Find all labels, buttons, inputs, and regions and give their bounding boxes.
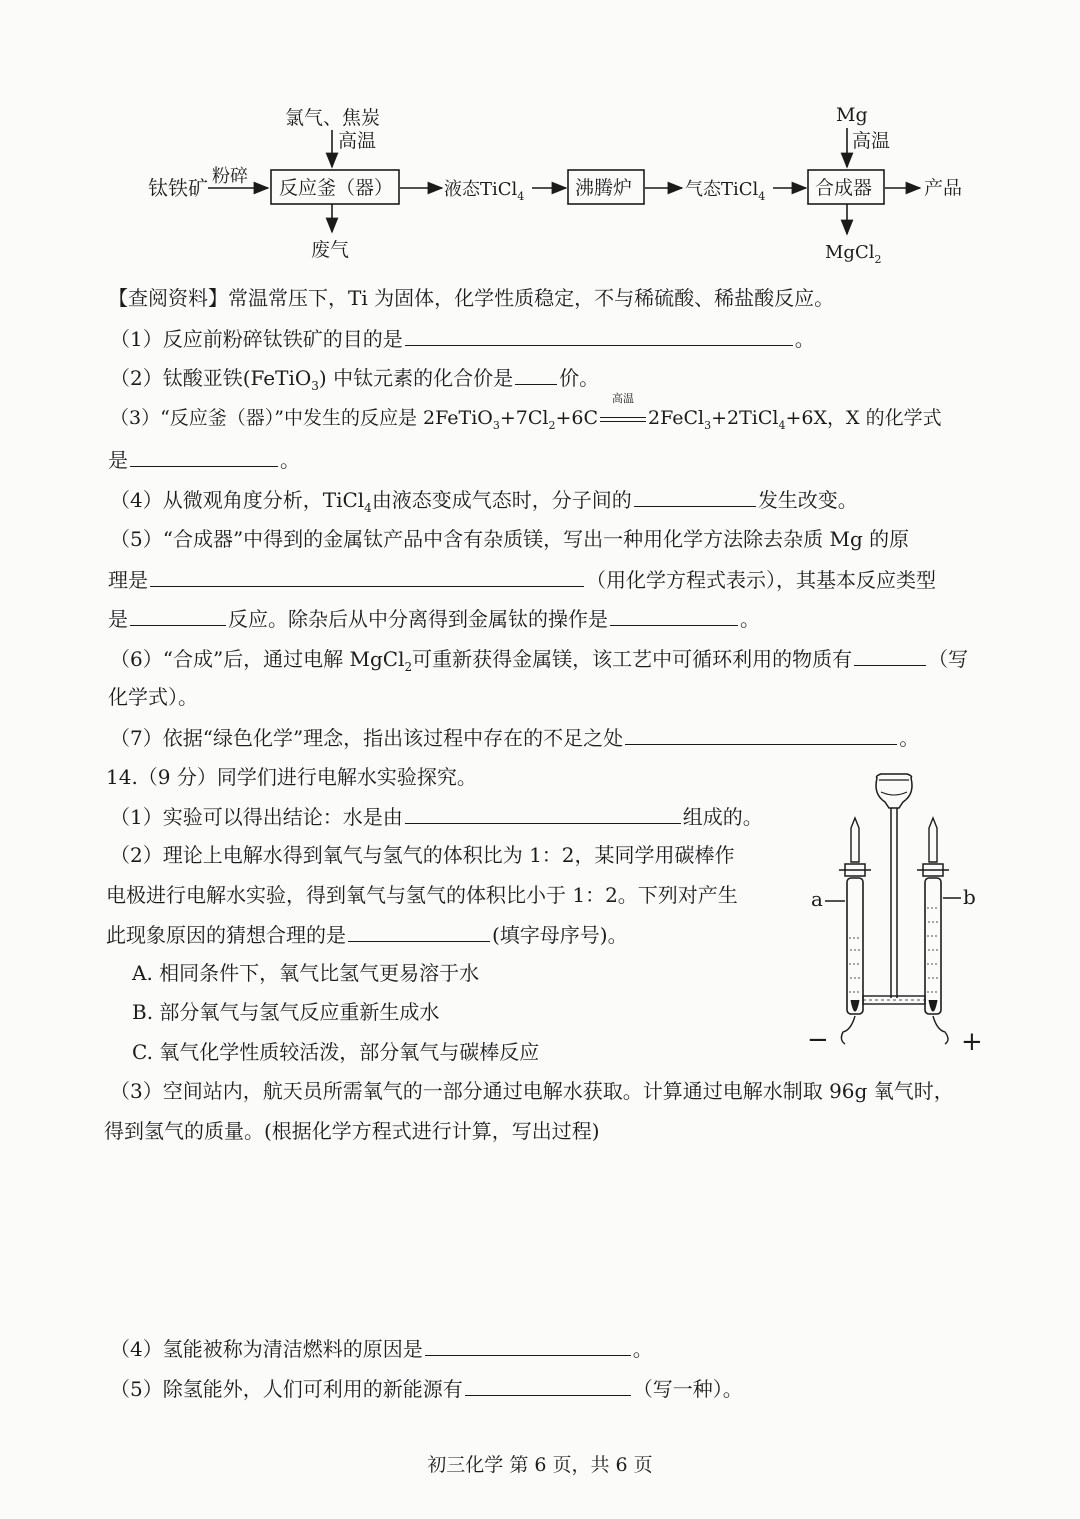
fc-crush: 粉碎 — [212, 166, 248, 187]
q13-3-cont: 是 。 — [108, 444, 300, 475]
fc-synth: 合成器 — [815, 177, 873, 199]
q14-4: （4）氢能被称为清洁燃料的原因是 。 — [110, 1333, 653, 1364]
label-b: b — [963, 885, 976, 909]
fc-mgcl: MgCl$_2$ — [825, 242, 882, 266]
q13-5-cont: 理是 （用化学方程式表示），其基本反应类型 — [108, 564, 936, 595]
label-a: a — [811, 887, 823, 911]
fc-liquid: 液态TiCl$_4$ — [444, 179, 525, 203]
q14-1: （1）实验可以得出结论：水是由 组成的。 — [110, 801, 763, 832]
fc-cond2: 高温 — [852, 130, 891, 152]
process-flowchart — [0, 0, 1080, 270]
fc-gas: 气态TiCl$_4$ — [685, 179, 766, 203]
left-tube — [847, 878, 863, 1014]
fc-boiler: 沸腾炉 — [575, 177, 633, 199]
q13-5-cont2: 是 反应。除杂后从中分离得到金属钛的操作是 。 — [108, 603, 760, 634]
funnel-bulb — [876, 774, 912, 808]
answer-blank-13-2[interactable] — [515, 362, 557, 385]
q14-option-c: C. 氧气化学性质较活泼，部分氧气与碳棒反应 — [132, 1040, 540, 1064]
answer-blank-13-1[interactable] — [405, 323, 793, 346]
answer-blank-13-6[interactable] — [854, 643, 926, 666]
fc-product: 产品 — [924, 177, 963, 199]
answer-blank-14-2[interactable] — [348, 919, 490, 942]
q14-3-cont: 得到氢气的质量。(根据化学方程式进行计算，写出过程) — [104, 1119, 600, 1143]
fc-cond1: 高温 — [338, 130, 377, 152]
q13-7: （7）依据“绿色化学”理念，指出该过程中存在的不足之处 。 — [110, 722, 919, 753]
answer-blank-13-4[interactable] — [634, 484, 756, 507]
plus-sign: + — [961, 1027, 983, 1057]
answer-blank-13-7[interactable] — [625, 722, 897, 745]
q13-2: （2）钛酸亚铁(FeTiO$_3$) 中钛元素的化合价是 价。 — [110, 362, 599, 401]
minus-sign: − — [807, 1025, 829, 1055]
q13-6: （6）“合成”后，通过电解 MgCl$_2$可重新获得金属镁，该工艺中可循环利用的物质有 （写 — [110, 643, 968, 682]
reaction-condition: 高温 — [598, 403, 648, 433]
answer-blank-13-3[interactable] — [130, 444, 278, 467]
page-footer: 初三化学 第 6 页，共 6 页 — [427, 1454, 653, 1476]
answer-blank-13-5a[interactable] — [150, 564, 584, 587]
q14-5: （5）除氢能外，人们可利用的新能源有 （写一种）。 — [110, 1373, 743, 1404]
electrolysis-apparatus — [795, 770, 1005, 1070]
fc-mg: Mg — [836, 104, 868, 126]
q13-1: （1）反应前粉碎钛铁矿的目的是 。 — [110, 323, 815, 354]
answer-blank-13-5b[interactable] — [130, 603, 226, 626]
fc-inputs-top: 氯气、焦炭 — [285, 107, 381, 129]
answer-blank-13-5c[interactable] — [610, 603, 738, 626]
q14-2: （2）理论上电解水得到氧气与氢气的体积比为 1：2，某同学用碳棒作 — [110, 843, 735, 867]
q13-3: （3）“反应釜（器）”中发生的反应是 $2FeTiO_3+7Cl_2+6C$ 高温 2FeCl$_3$+2TiCl$_4$+6X，X 的化学式 — [110, 392, 942, 432]
q14-title: 14.（9 分）同学们进行电解水实验探究。 — [106, 765, 477, 789]
info-note: 【查阅资料】常温常压下，Ti 为固体，化学性质稳定，不与稀硫酸、稀盐酸反应。 — [108, 286, 835, 310]
left-stopcock — [851, 818, 859, 862]
fc-exhaust: 废气 — [311, 239, 350, 261]
q13-4: （4）从微观角度分析，TiCl$_4$由液态变成气态时，分子间的 发生改变。 — [110, 484, 858, 523]
q14-option-b: B. 部分氧气与氢气反应重新生成水 — [132, 1000, 440, 1024]
fc-reactor: 反应釜（器） — [279, 177, 394, 199]
q14-option-a: A. 相同条件下，氧气比氢气更易溶于水 — [132, 961, 480, 985]
fc-raw: 钛铁矿 — [148, 176, 208, 200]
answer-blank-14-1[interactable] — [405, 801, 681, 824]
q14-2-cont: 电极进行电解水实验，得到氧气与氢气的体积比小于 1：2。下列对产生 — [106, 883, 738, 907]
answer-blank-14-4[interactable] — [425, 1333, 631, 1356]
q13-6-cont: 化学式）。 — [108, 685, 198, 709]
answer-blank-14-5[interactable] — [465, 1373, 631, 1396]
q13-5: （5）“合成器”中得到的金属钛产品中含有杂质镁，写出一种用化学方法除去杂质 Mg 的原 — [110, 527, 910, 551]
right-tube — [925, 878, 941, 1014]
q14-2-cont2: 此现象原因的猜想合理的是 (填字母序号)。 — [106, 919, 628, 950]
q14-3: （3）空间站内，航天员所需氧气的一部分通过电解水获取。计算通过电解水制取 96g 氧气时， — [110, 1079, 954, 1103]
